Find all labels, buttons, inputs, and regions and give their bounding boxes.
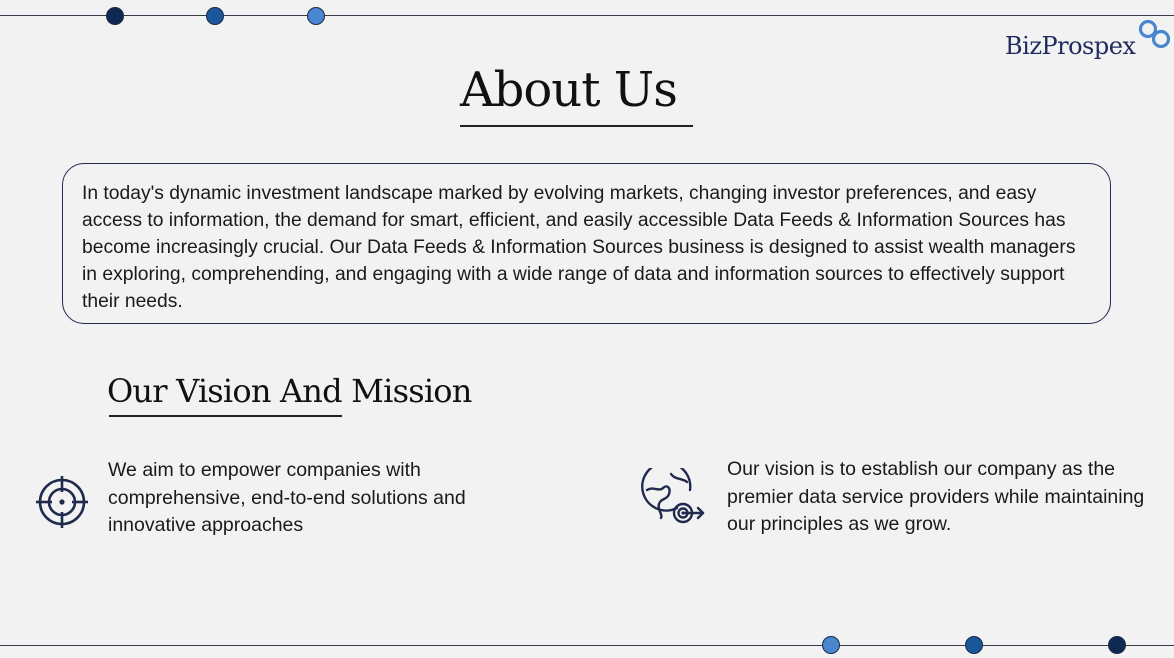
- mission-text: We aim to empower companies with comprehensive, end-to-end solutions and innovative approaches: [108, 459, 466, 536]
- decor-dot: [307, 7, 325, 25]
- decor-dot: [965, 636, 983, 654]
- decor-dot: [106, 7, 124, 25]
- decor-dot: [1108, 636, 1126, 654]
- page-title: About Us: [460, 62, 677, 118]
- intro-paragraph: In today's dynamic investment landscape marked by evolving markets, changing investor preferences, and easy access to information, the demand for smart, efficient, and easily accessible Data Feeds & Information Sources has become increasingly crucial. Our Data Feeds & Information Sources business is designed to assist wealth managers in exploring, comprehending, and engaging with a wide range of data and information sources to effectively support their needs.: [82, 183, 1076, 312]
- target-crosshair-icon: [35, 475, 89, 529]
- decor-dot: [206, 7, 224, 25]
- logo-rings-icon: [1138, 19, 1172, 51]
- bottom-divider-line: [0, 645, 1174, 646]
- vision-text: Our vision is to establish our company as the premier data service providers while maintaining our principles as we grow.: [727, 458, 1145, 535]
- brand-logo-text: BizProspex: [1005, 32, 1136, 60]
- section-title-underline: [109, 415, 342, 417]
- section-title: Our Vision And Mission: [107, 372, 472, 410]
- title-underline: [460, 125, 693, 127]
- decor-dot: [822, 636, 840, 654]
- top-divider-line: [0, 15, 1174, 16]
- globe-target-icon: [641, 468, 707, 528]
- intro-panel: [62, 163, 1111, 324]
